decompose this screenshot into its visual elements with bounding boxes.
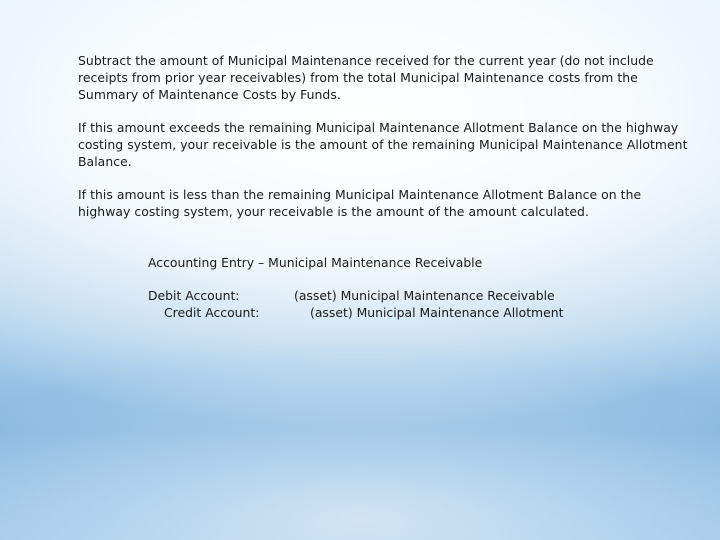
accounting-entry-heading: Accounting Entry – Municipal Maintenance Receivable [148,255,483,270]
debit-account-label: Debit Account: [148,288,240,303]
instruction-paragraph-exceeds: If this amount exceeds the remaining Municipal Maintenance Allotment Balance on the highway costing system, your receivable is the amount of the remaining Municipal Maintenance Allotment Balance. [78,120,688,169]
instruction-paragraph-subtract: Subtract the amount of Municipal Maintenance received for the current year (do not include receipts from prior year receivables) from the total Municipal Maintenance costs from the Summary of Maintenance Costs by Funds. [78,53,654,102]
credit-account-value: (asset) Municipal Maintenance Allotment [310,305,564,320]
credit-account-label: Credit Account: [164,305,260,320]
debit-account-value: (asset) Municipal Maintenance Receivable [294,288,555,303]
instruction-paragraph-less-than: If this amount is less than the remaining Municipal Maintenance Allotment Balance on the highway costing system, your receivable is the amount of the amount calculated. [78,187,642,219]
